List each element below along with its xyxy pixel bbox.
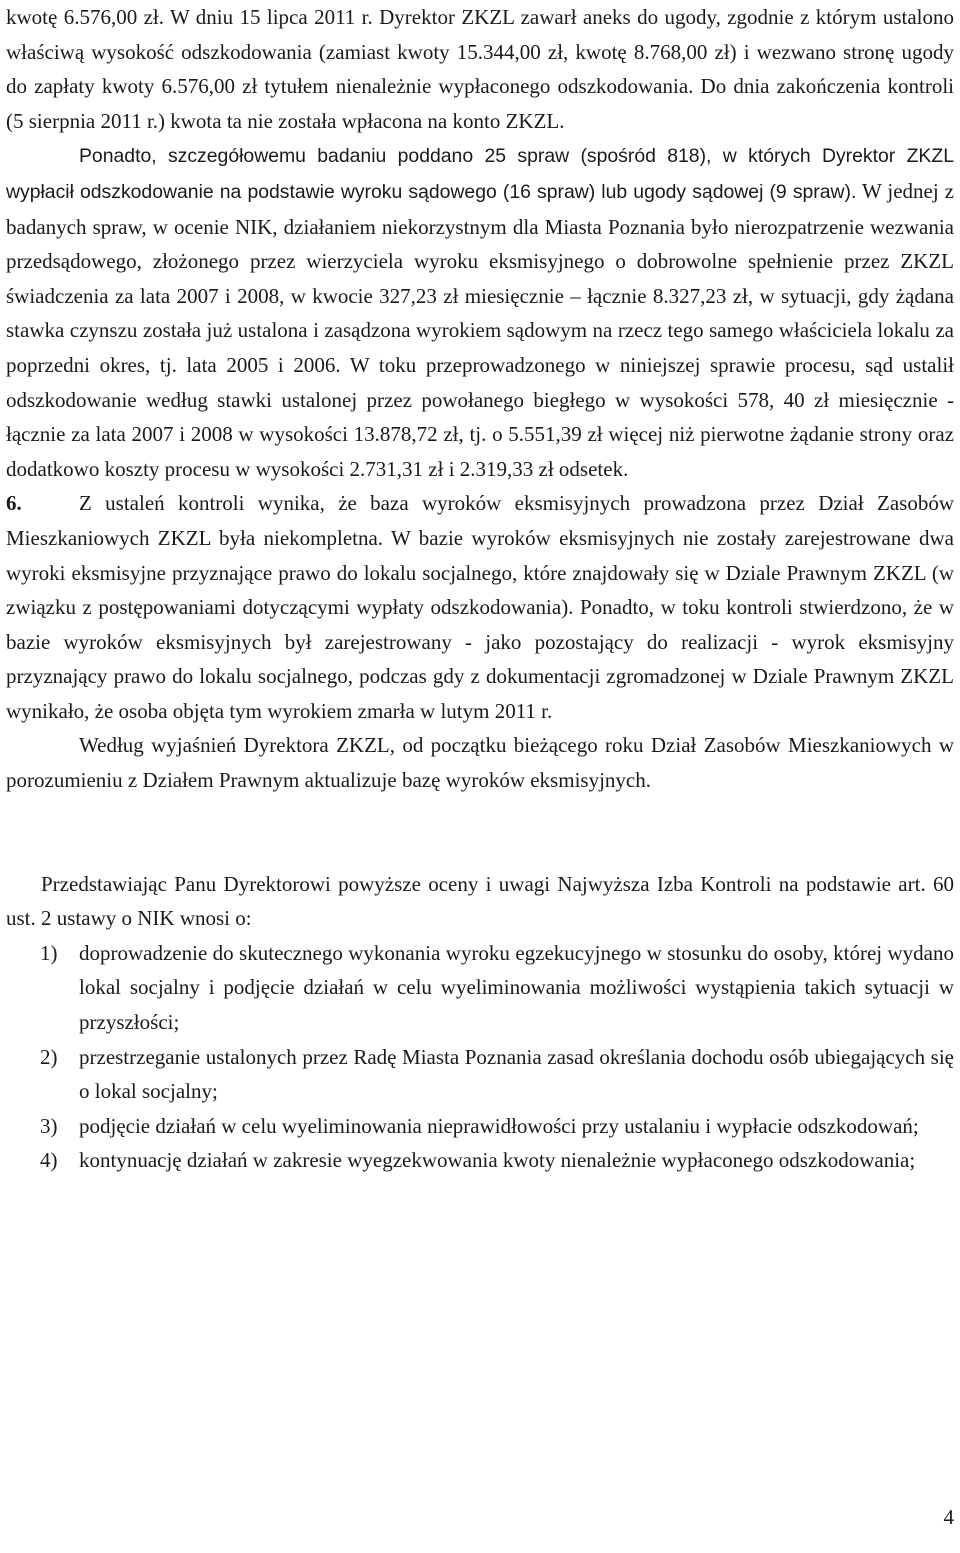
list-item [6,936,954,1040]
point-number: 6. [6,491,22,516]
paragraph-court-cases [6,138,954,486]
paragraph-director-explanation: Według wyjaśnień Dyrektora ZKZL, od początku bieżącego roku Dział Zasobów Mieszkaniowych w porozumieniu z Działem Prawnym aktualizuje bazę wyroków eksmisyjnych. [6,733,954,793]
list-item-number: 2) [40,1044,58,1069]
requests-list [6,936,954,1178]
paragraph-point-6 [6,486,954,728]
page-number: 4 [943,1505,954,1529]
paragraph-requests-intro: Przedstawiając Panu Dyrektorowi powyższe oceny i uwagi Najwyższa Izba Kontroli na podstawie art. 60 ust. 2 ustawy o NIK wnosi o: [6,871,954,931]
list-item-text: kontynuację działań w zakresie wyegzekwowania kwoty nienależnie wypłaconego odszkodowania; [79,1148,916,1173]
list-item-text: przestrzeganie ustalonych przez Radę Miasta Poznania zasad określania dochodu osób ubiegających się o lokal socjalny; [79,1044,954,1104]
document-page [6,0,954,1178]
list-item [6,1143,954,1178]
list-item-text: doprowadzenie do skutecznego wykonania wyroku egzekucyjnego w stosunku do osoby, której wydano lokal socjalny i podjęcie działań w celu wyeliminowania możliwości wystąpienia takich sytuacji w przyszłości; [79,940,954,1035]
paragraph-court-cases-body: W jednej z badanych spraw, w ocenie NIK, działaniem niekorzystnym dla Miasta Poznania było nierozpatrzenie wezwania przedsądowego, złożonego przez wierzyciela wyroku eksmisyjnego o dobrowolne spełnienie przez ZKZL świadczenia za lata 2007 i 2008, w kwocie 327,23 zł miesięcznie – łącznie 8.327,23 zł, w sytuacji, gdy żądana stawka czynszu została już ustalona i zasądzona wyrokiem sądowym na rzecz tego samego właściciela lokalu za poprzedni okres, tj. lata 2005 i 2006. W toku przeprowadzonego w niniejszej sprawie procesu, sąd ustalił odszkodowanie według stawki ustalonej przez powołanego biegłego w wysokości 578, 40 zł miesięcznie - łącznie za lata 2007 i 2008 w wysokości 13.878,72 zł, tj. o 5.551,39 zł więcej niż pierwotne żądanie strony oraz dodatkowo koszty procesu w wysokości 2.731,31 zł i 2.319,33 zł odsetek. [6,178,955,481]
list-item [6,1040,954,1109]
section-spacer [6,798,954,867]
paragraph-settlement-annex: kwotę 6.576,00 zł. W dniu 15 lipca 2011 r. Dyrektor ZKZL zawarł aneks do ugody, zgodnie z którym ustalono właściwą wysokość odszkodowania (zamiast kwoty 15.344,00 zł, kwotę 8.768,00 zł) i wezwano stronę ugody do zapłaty kwoty 6.576,00 zł tytułem nienależnie wypłaconego odszkodowania. Do dnia zakończenia kontroli (5 sierpnia 2011 r.) kwota ta nie została wpłacona na konto ZKZL. [6,5,954,133]
list-item-number: 4) [40,1148,58,1173]
list-item-number: 3) [40,1113,58,1138]
point-6-text: Z ustaleń kontroli wynika, że baza wyroków eksmisyjnych prowadzona przez Dział Zasobów Mieszkaniowych ZKZL była niekompletna. W bazie wyroków eksmisyjnych nie zostały zarejestrowane dwa wyroki eksmisyjne przyznające prawo do lokalu socjalnego, które znajdowały się w Dziale Prawnym ZKZL (w związku z postępowaniami dotyczącymi wypłaty odszkodowania). Ponadto, w toku kontroli stwierdzono, że w bazie wyroków eksmisyjnych był zarejestrowany - jako pozostający do realizacji - wyrok eksmisyjny przyznający prawo do lokalu socjalnego, podczas gdy z dokumentacji zgromadzonej w Dziale Prawnym ZKZL wynikało, że osoba objęta tym wyrokiem zmarła w lutym 2011 r. [6,491,954,723]
list-item-number: 1) [40,940,58,965]
paragraph-court-cases-intro: Ponadto, szczegółowemu badaniu poddano 25 spraw (spośród 818), w których Dyrektor ZKZL wypłacił odszkodowanie na podstawie wyroku sądowego (16 spraw) lub ugody sądowej (9 spraw). [6,145,954,203]
list-item-text: podjęcie działań w celu wyeliminowania nieprawidłowości przy ustalaniu i wypłacie odszkodowań; [79,1113,919,1138]
list-item [6,1109,954,1144]
